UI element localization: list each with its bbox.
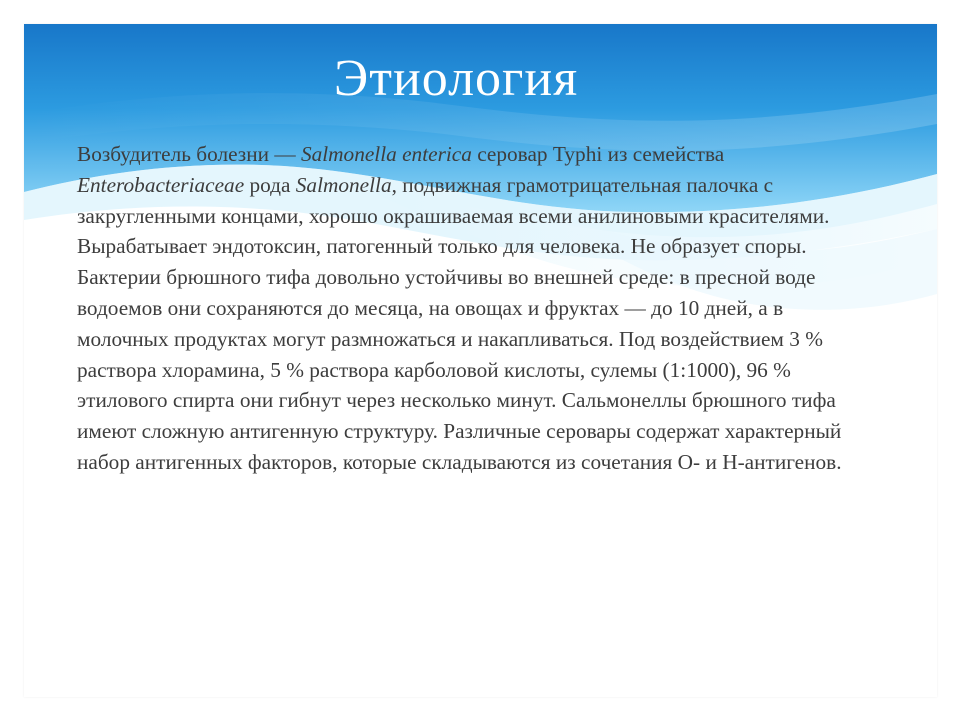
body-text-part: рода bbox=[244, 172, 296, 197]
slide-title: Этиология bbox=[333, 50, 579, 107]
body-text-part: , подвижная грамотрицательная палочка с закругленными концами, хорошо окрашиваемая всеми анилиновыми красителями. Вырабатывает эндотоксин, патогенный только для человека. Не образует споры. Бактерии брюшного тифа довольно устойчивы во внешней среде: в пресной воде водоемов они сохраняются до месяца, на овощах и фруктах — до 10 дней, а в молочных продуктах могут размножаться и накапливаться. Под воздействием 3 % раствора хлорамина, 5 % раствора карболовой кислоты, сулемы (1:1000), 96 % этилового спирта они гибнут через несколько минут. Сальмонеллы брюшного тифа имеют сложную антигенную структуру. Различные серовары содержат характерный набор антигенных факторов, которые складываются из сочетания О- и Н-антигенов. bbox=[77, 172, 842, 474]
genus-name-italic: Salmonella bbox=[295, 172, 392, 197]
family-name-italic: Enterobacteriaceae bbox=[77, 172, 245, 197]
slide-body-text bbox=[77, 139, 857, 478]
species-name-italic: Salmonella enterica bbox=[300, 142, 472, 166]
body-text-part: Возбудитель болезни — bbox=[77, 142, 301, 166]
body-text-part: серовар Typhi из семейства bbox=[471, 142, 725, 166]
